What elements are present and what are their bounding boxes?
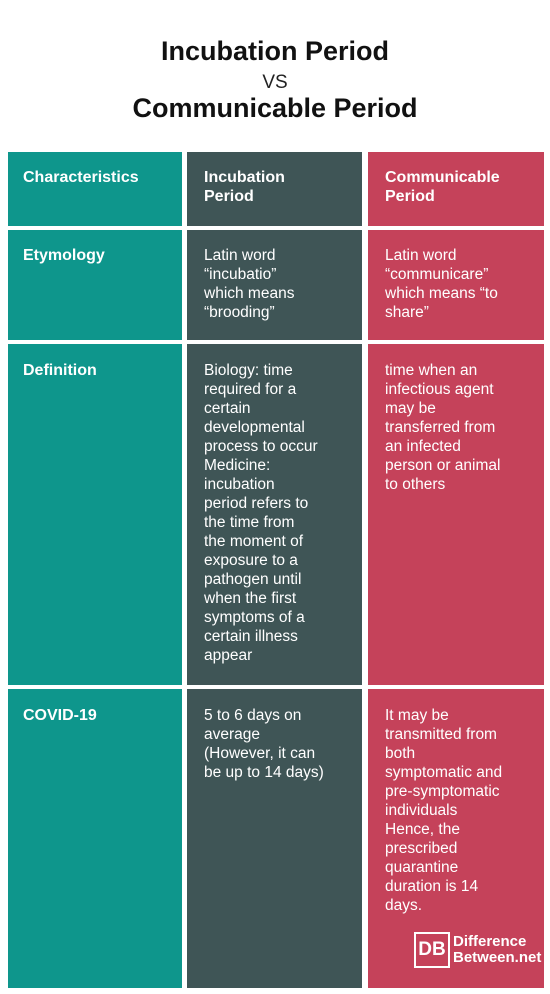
cell-covid-communicable: It may be transmitted from both symptomatic and pre-symptomatic individuals Hence, the prescribed quarantine duration is 14 days. bbox=[385, 707, 503, 914]
cell-definition-incubation: Biology: time required for a certain developmental process to occur Medicine: incubation period refers to the time from the moment of exposure to a pathogen until when the first symptoms of a certain illness appear bbox=[204, 362, 318, 664]
cell-covid-incubation: 5 to 6 days on average (However, it can be up to 14 days) bbox=[204, 707, 324, 781]
header-incubation: Incubation Period bbox=[204, 169, 285, 205]
row-label-definition: Definition bbox=[23, 362, 97, 379]
header-characteristics: Characteristics bbox=[23, 169, 139, 186]
logo-mark: DB bbox=[414, 932, 450, 968]
title-vs: VS bbox=[262, 72, 288, 93]
title-line1: Incubation Period bbox=[160, 36, 389, 66]
cell-etymology-incubation: Latin word “incubatio” which means “brooding” bbox=[204, 247, 295, 321]
differencebetween-logo bbox=[414, 932, 541, 968]
logo-line1: Difference bbox=[453, 933, 527, 950]
cell-etymology-communicable: Latin word “communicare” which means “to share” bbox=[385, 247, 498, 321]
logo-wordmark bbox=[453, 934, 541, 966]
row-divider bbox=[0, 340, 550, 344]
title-line2: Communicable Period bbox=[132, 93, 418, 123]
logo-line2: Between.net bbox=[453, 949, 542, 966]
row-divider bbox=[0, 685, 550, 689]
row-label-covid: COVID-19 bbox=[23, 707, 97, 724]
header-communicable: Communicable Period bbox=[385, 169, 500, 205]
row-label-etymology: Etymology bbox=[23, 247, 105, 264]
row-divider bbox=[0, 226, 550, 230]
column-characteristics bbox=[8, 152, 182, 988]
cell-definition-communicable: time when an infectious agent may be transferred from an infected person or animal to others bbox=[385, 362, 501, 493]
